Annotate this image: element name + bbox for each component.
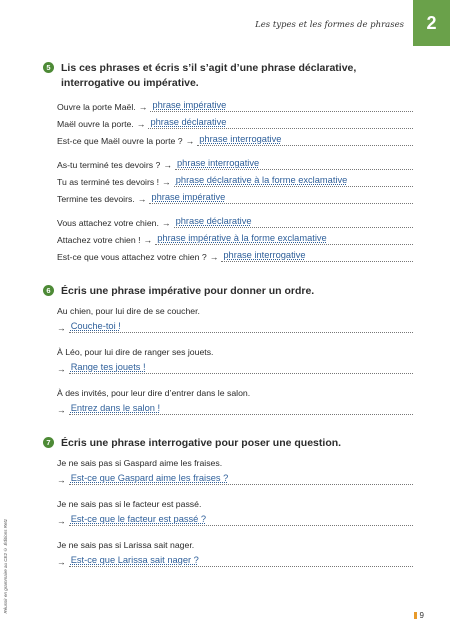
ex7-line — [57, 468, 413, 485]
ex5-line — [57, 129, 413, 146]
ex5-prompt: Vous attachez votre chien. — [57, 218, 159, 228]
arrow-icon: → — [57, 405, 66, 415]
ex7-context: Je ne sais pas si Gaspard aime les fraises. — [57, 458, 223, 468]
ex5-prompt: Attachez votre chien ! — [57, 235, 141, 245]
ex5-prompt: Maël ouvre la porte. — [57, 119, 134, 129]
ex5-line — [57, 95, 413, 112]
answer-field[interactable] — [197, 132, 413, 146]
ex5-prompt: Tu as terminé tes devoirs ! — [57, 177, 160, 187]
exercise-5 — [43, 61, 413, 262]
arrow-icon: → — [137, 194, 147, 204]
arrow-icon: → — [136, 119, 146, 129]
ex7-line — [57, 550, 413, 567]
ex5-line — [57, 211, 413, 228]
exercise-6-number: 6 — [43, 285, 54, 296]
answer-field[interactable] — [174, 173, 413, 187]
exercise-6-title: Écris une phrase impérative pour donner un ordre. — [61, 285, 315, 297]
ex7-line — [57, 509, 413, 526]
exercise-7-number: 7 — [43, 437, 54, 448]
ex5-prompt: Est-ce que Maël ouvre la porte ? — [57, 136, 183, 146]
ex5-line — [57, 187, 413, 204]
page-number — [414, 611, 424, 620]
arrow-icon: → — [57, 323, 66, 333]
answer-field[interactable] — [69, 553, 413, 567]
ex5-line — [57, 228, 413, 245]
page-number-text: 9 — [419, 611, 424, 620]
exercise-6-header — [43, 284, 413, 299]
ex5-line — [57, 112, 413, 129]
answer-field[interactable] — [69, 471, 413, 485]
arrow-icon: → — [161, 218, 171, 228]
arrow-icon: → — [185, 136, 195, 146]
arrow-icon: → — [143, 235, 153, 245]
ex5-prompt: Est-ce que vous attachez votre chien ? — [57, 252, 207, 262]
ex5-line — [57, 153, 413, 170]
answer-text: Entrez dans le salon ! — [70, 403, 161, 413]
side-credit: Réussir en grammaire au CE2 © Éditions Retz — [3, 519, 8, 614]
arrow-icon: → — [57, 516, 66, 526]
ex6-context: Au chien, pour lui dire de se coucher. — [57, 306, 200, 316]
ex5-prompt: As-tu terminé tes devoirs ? — [57, 160, 161, 170]
ex6-line — [57, 357, 413, 374]
answer-field[interactable] — [150, 98, 413, 112]
arrow-icon: → — [57, 475, 66, 485]
answer-text: Range tes jouets ! — [70, 362, 146, 372]
answer-text: phrase déclarative à la forme exclamative — [175, 175, 348, 185]
ex5-prompt: Termine tes devoirs. — [57, 194, 135, 204]
answer-field[interactable] — [175, 156, 413, 170]
answer-field[interactable] — [148, 115, 413, 129]
answer-text: Est-ce que Larissa sait nager ? — [70, 555, 199, 565]
arrow-icon: → — [57, 364, 66, 374]
answer-text: Est-ce que Gaspard aime les fraises ? — [70, 473, 229, 483]
chapter-tab: 2 — [413, 0, 450, 46]
answer-text: phrase déclarative — [175, 216, 252, 226]
answer-field[interactable] — [155, 231, 413, 245]
ex7-context: Je ne sais pas si Larissa sait nager. — [57, 540, 195, 550]
answer-text: phrase déclarative — [150, 117, 227, 127]
answer-text: phrase impérative à la forme exclamative — [157, 233, 327, 243]
exercise-6 — [43, 284, 413, 415]
ex5-line — [57, 245, 413, 262]
arrow-icon: → — [162, 177, 171, 187]
ex6-context: À des invités, pour leur dire d’entrer dans le salon. — [57, 388, 251, 398]
exercise-7-title: Écris une phrase interrogative pour poser une question. — [61, 437, 342, 449]
answer-field[interactable] — [221, 248, 413, 262]
exercise-5-number: 5 — [43, 62, 54, 73]
ex6-line — [57, 316, 413, 333]
ex6-context: À Léo, pour lui dire de ranger ses jouets. — [57, 347, 214, 357]
page-number-bar — [414, 612, 417, 619]
answer-field[interactable] — [69, 401, 413, 415]
exercise-7 — [43, 436, 413, 567]
answer-field[interactable] — [174, 214, 413, 228]
answer-text: phrase interrogative — [199, 134, 282, 144]
arrow-icon: → — [163, 160, 173, 170]
arrow-icon: → — [57, 557, 66, 567]
exercise-7-header — [43, 436, 413, 451]
exercise-5-header — [43, 61, 413, 91]
answer-field[interactable] — [69, 360, 413, 374]
arrow-icon: → — [209, 252, 219, 262]
ex5-line — [57, 170, 413, 187]
answer-text: phrase impérative — [152, 100, 227, 110]
ex6-line — [57, 398, 413, 415]
ex7-context: Je ne sais pas si le facteur est passé. — [57, 499, 202, 509]
answer-text: phrase interrogative — [177, 158, 260, 168]
answer-text: phrase impérative — [151, 192, 226, 202]
answer-field[interactable] — [149, 190, 413, 204]
answer-text: Est-ce que le facteur est passé ? — [70, 514, 207, 524]
header-title: Les types et les formes de phrases — [255, 20, 404, 30]
arrow-icon: → — [138, 102, 148, 112]
answer-text: phrase interrogative — [223, 250, 306, 260]
answer-text: Couche-toi ! — [70, 321, 121, 331]
exercise-5-title: Lis ces phrases et écris s’il s’agit d’une phrase déclarative, interrogative ou impérative. — [61, 62, 357, 89]
ex5-prompt: Ouvre la porte Maël. — [57, 102, 136, 112]
answer-field[interactable] — [69, 319, 413, 333]
answer-field[interactable] — [69, 512, 413, 526]
